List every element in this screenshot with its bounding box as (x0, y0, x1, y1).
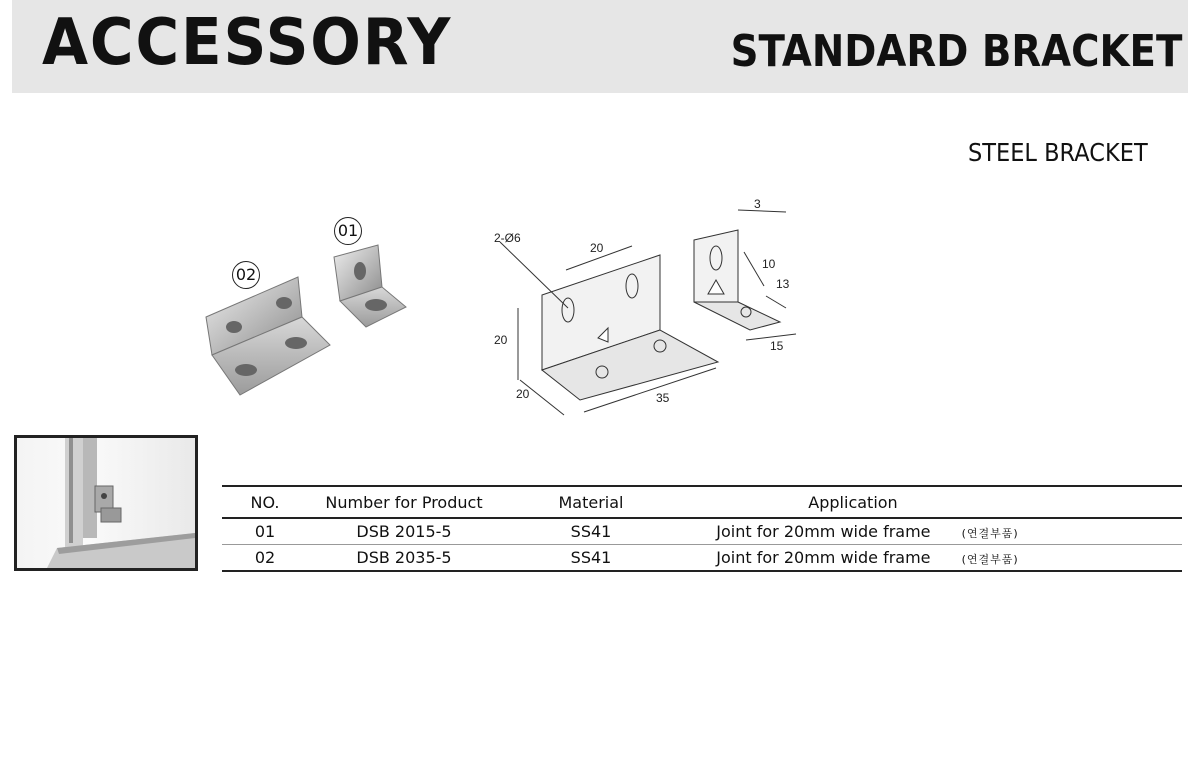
section-subtitle: STEEL BRACKET (968, 138, 1148, 167)
dim-spacing: 20 (590, 241, 604, 255)
application-note: (연결부품) (961, 553, 1019, 566)
dim-hole: 2-Ø6 (494, 231, 521, 245)
application-text: Joint for 20mm wide frame (716, 522, 931, 541)
application-photo (14, 435, 198, 571)
dim-depth: 20 (516, 387, 530, 401)
dim-height: 20 (494, 333, 508, 347)
product-photos (170, 205, 430, 405)
dim-flange: 15 (770, 339, 784, 353)
specification-table (222, 485, 1182, 572)
cell-material: SS41 (500, 518, 682, 545)
header-application: Application (682, 486, 1024, 518)
table-row (222, 518, 1182, 545)
frame-joint-icon (17, 438, 195, 568)
item-02-label: 02 (232, 261, 260, 289)
dim-slot-h: 10 (762, 257, 776, 271)
dim-length: 35 (656, 391, 670, 405)
cell-product: DSB 2035-5 (308, 545, 500, 572)
dim-thickness: 3 (754, 197, 761, 211)
application-note: (연결부품) (961, 527, 1019, 540)
item-01-label: 01 (334, 217, 362, 245)
cell-no: 02 (222, 545, 308, 572)
table-row (222, 545, 1182, 572)
product-family-title: STANDARD BRACKET (730, 26, 1182, 77)
cell-no: 01 (222, 518, 308, 545)
header-bar (12, 0, 1188, 93)
bracket-technical-drawing (480, 190, 820, 440)
bracket-photo-icon (170, 205, 430, 405)
header-product: Number for Product (308, 486, 500, 518)
application-text: Joint for 20mm wide frame (716, 548, 931, 567)
category-title: ACCESSORY (42, 6, 453, 80)
dim-slot-pos: 13 (776, 277, 790, 291)
cell-application (682, 545, 1024, 572)
cell-material: SS41 (500, 545, 682, 572)
header-no: NO. (222, 486, 308, 518)
table-header (222, 486, 1182, 518)
cell-application (682, 518, 1024, 545)
cell-product: DSB 2015-5 (308, 518, 500, 545)
header-material: Material (500, 486, 682, 518)
